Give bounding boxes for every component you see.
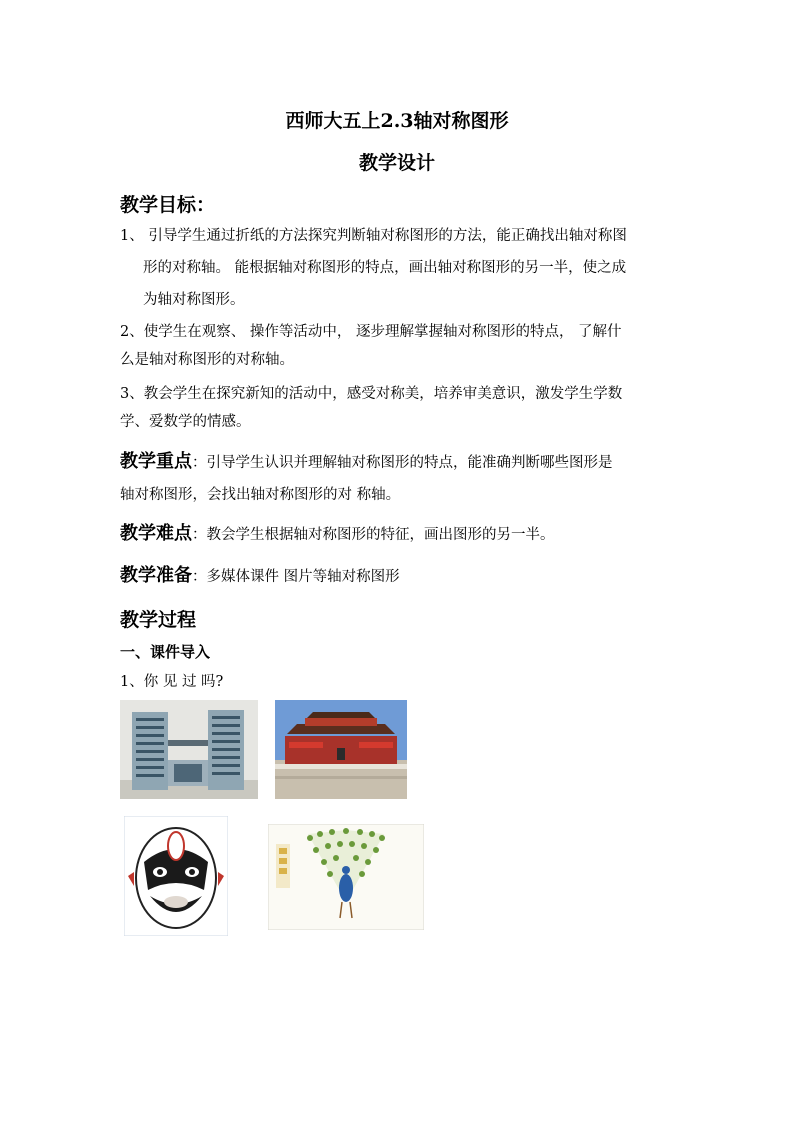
document-subtitle: 教学设计: [358, 152, 435, 174]
objective-3-line-1: 3、教会学生在探究新知的活动中，感受对称美，培养审美意识，激发学生学数: [120, 386, 623, 402]
objective-2-line-1: 2、使学生在观察、 操作等活动中， 逐步理解掌握轴对称图形的特点， 了解什: [120, 324, 622, 340]
key-points-label: 教学重点: [120, 451, 192, 472]
difficulties-text: ：教会学生根据轴对称图形的特征，画出图形的另一半。: [192, 527, 555, 543]
tiananmen-image: [275, 700, 407, 799]
section-1-heading: 一、课件导入: [120, 643, 211, 661]
objective-2-line-2: 么是轴对称图形的对称轴。: [120, 352, 294, 368]
objective-1-line-3: 为轴对称图形。: [143, 292, 245, 308]
peacock-image: [268, 824, 424, 930]
key-points-line-2: 轴对称图形，会找出轴对称图形的对 称轴。: [120, 487, 401, 503]
question-line: 1、你 见 过 吗?: [120, 674, 224, 690]
building-image: [120, 700, 258, 799]
objective-1-line-1: 1、 引导学生通过折纸的方法探究判断轴对称图形的方法，能正确找出轴对称图: [120, 228, 627, 244]
objective-3-line-2: 学、爱数学的情感。: [120, 414, 251, 430]
opera-mask-image: [124, 816, 228, 936]
preparation-text: ：多媒体课件 图片等轴对称图形: [192, 569, 400, 585]
difficulties-line: [120, 524, 555, 545]
objectives-heading: 教学目标：: [120, 194, 216, 216]
key-points-line-1: [120, 452, 613, 473]
difficulties-label: 教学难点: [120, 523, 192, 544]
document-title: 西师大五上2.3轴对称图形: [285, 110, 509, 132]
objective-1-line-2: 形的对称轴。 能根据轴对称图形的特点，画出轴对称图形的另一半，使之成: [143, 260, 627, 276]
preparation-label: 教学准备: [120, 565, 192, 586]
key-points-text: ：引导学生认识并理解轴对称图形的特点，能准确判断哪些图形是: [192, 455, 613, 471]
process-heading: 教学过程: [120, 609, 197, 631]
preparation-line: [120, 566, 400, 587]
